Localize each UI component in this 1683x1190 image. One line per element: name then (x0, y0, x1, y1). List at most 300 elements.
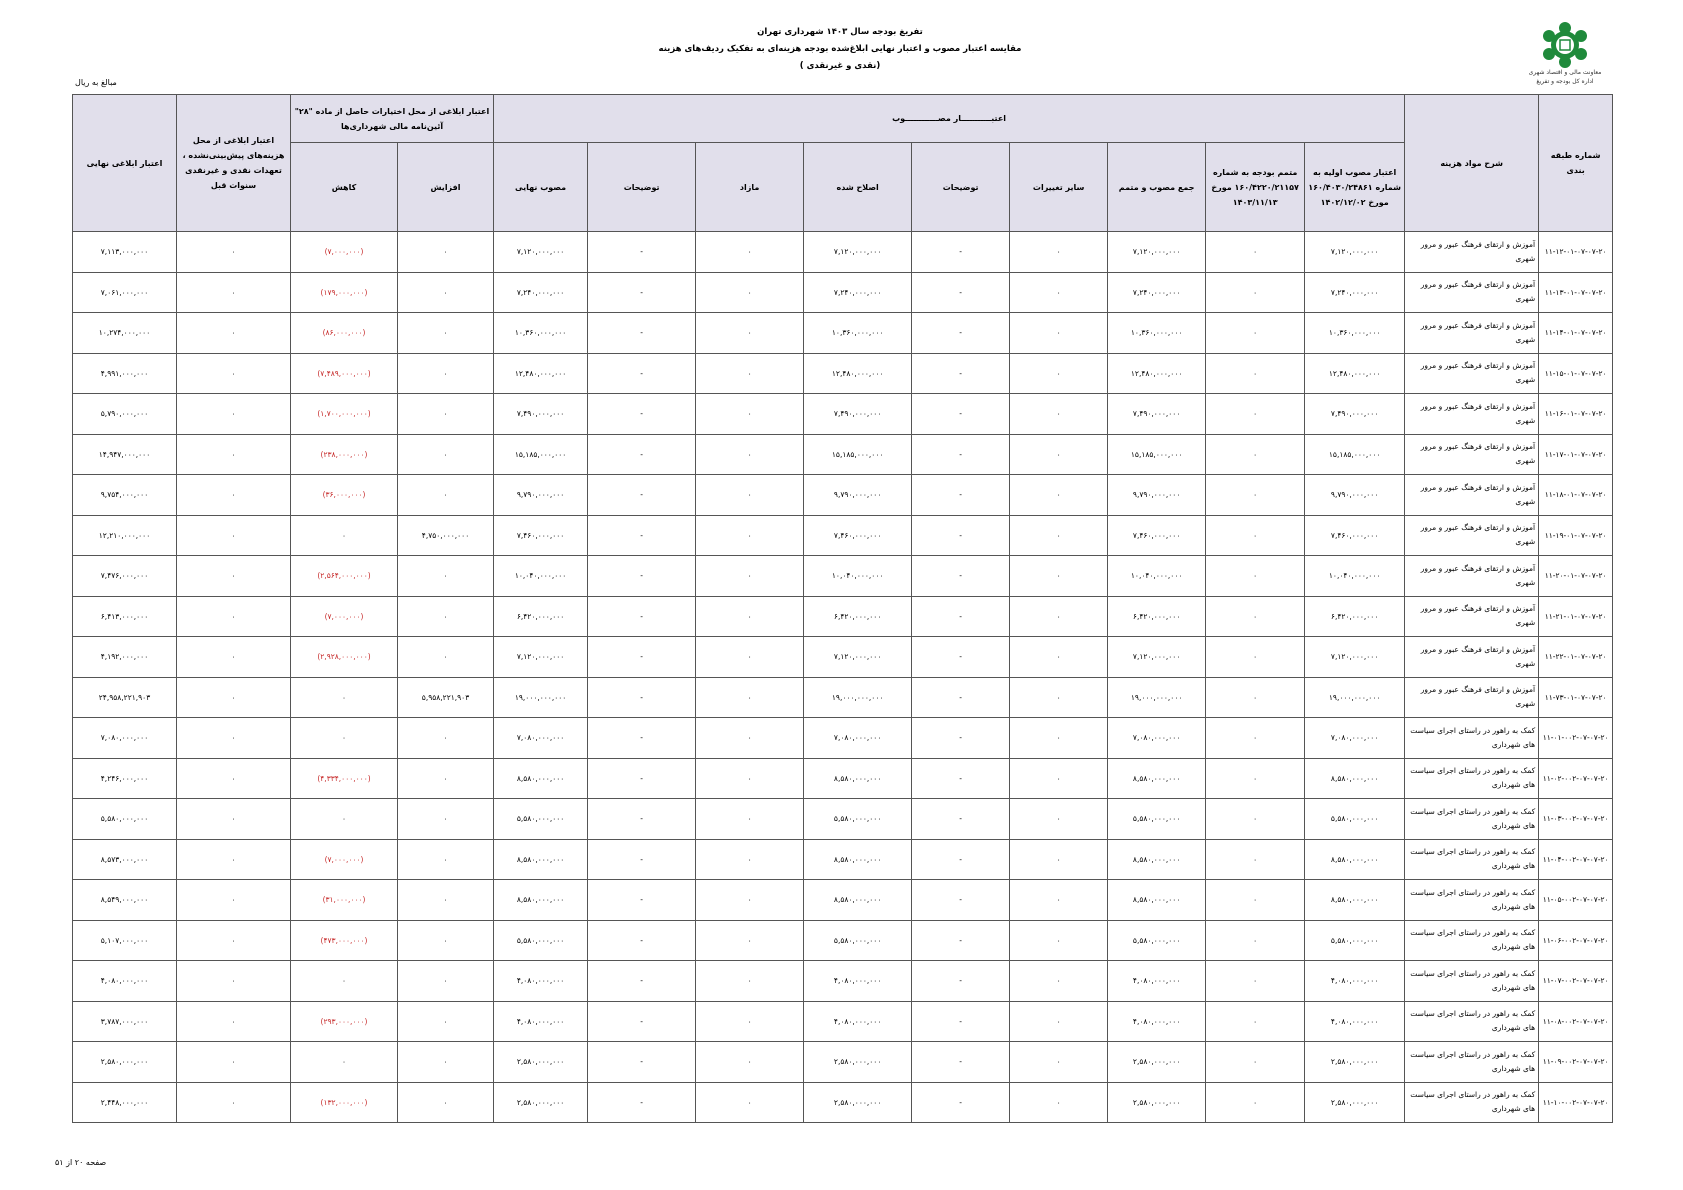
header-increase: افزایش (398, 143, 494, 232)
cell-code: ۱۱-۲۱-۰۱-۰۷-۰۷-۲۰ (1539, 596, 1613, 637)
table-row (73, 596, 1613, 637)
cell-other: ۰ (1010, 920, 1108, 961)
cell-increase: ۰ (398, 920, 494, 961)
cell-surplus: ۰ (696, 677, 804, 718)
cell-code: ۱۱-۰۴-۰۰۲-۰۷-۰۷-۲۰ (1539, 839, 1613, 880)
cell-total: ۹,۷۹۰,۰۰۰,۰۰۰ (1108, 475, 1206, 516)
cell-total: ۱۵,۱۸۵,۰۰۰,۰۰۰ (1108, 434, 1206, 475)
cell-initial: ۷,۱۲۰,۰۰۰,۰۰۰ (1305, 232, 1405, 273)
cell-increase: ۰ (398, 758, 494, 799)
cell-final: ۲,۵۸۰,۰۰۰,۰۰۰ (73, 1042, 177, 1083)
cell-supplement: ۰ (1206, 718, 1305, 759)
cell-decrease: (۱۷۹,۰۰۰,۰۰۰) (291, 272, 398, 313)
cell-decrease: ۰ (291, 1042, 398, 1083)
cell-other: ۰ (1010, 758, 1108, 799)
cell-revised: ۷,۴۹۰,۰۰۰,۰۰۰ (804, 394, 912, 435)
cell-desc: آموزش و ارتقای فرهنگ عبور و مرور شهری (1405, 677, 1539, 718)
table-row (73, 677, 1613, 718)
cell-initial: ۱۵,۱۸۵,۰۰۰,۰۰۰ (1305, 434, 1405, 475)
header-notes-2: توضیحات (588, 143, 696, 232)
table-row (73, 799, 1613, 840)
cell-unforeseen: ۰ (177, 556, 291, 597)
cell-initial: ۱۰,۰۴۰,۰۰۰,۰۰۰ (1305, 556, 1405, 597)
cell-desc: آموزش و ارتقای فرهنگ عبور و مرور شهری (1405, 596, 1539, 637)
cell-surplus: ۰ (696, 920, 804, 961)
cell-final: ۹,۷۵۴,۰۰۰,۰۰۰ (73, 475, 177, 516)
cell-supplement: ۰ (1206, 394, 1305, 435)
cell-notes2: - (588, 434, 696, 475)
cell-unforeseen: ۰ (177, 920, 291, 961)
cell-notes2: - (588, 920, 696, 961)
cell-notes1: - (912, 353, 1010, 394)
table-row (73, 839, 1613, 880)
cell-increase: ۰ (398, 232, 494, 273)
cell-desc: آموزش و ارتقای فرهنگ عبور و مرور شهری (1405, 313, 1539, 354)
cell-decrease: (۴۷۳,۰۰۰,۰۰۰) (291, 920, 398, 961)
cell-initial: ۵,۵۸۰,۰۰۰,۰۰۰ (1305, 799, 1405, 840)
cell-revised: ۱۰,۳۶۰,۰۰۰,۰۰۰ (804, 313, 912, 354)
cell-decrease: (۷,۰۰۰,۰۰۰) (291, 596, 398, 637)
cell-total: ۶,۴۲۰,۰۰۰,۰۰۰ (1108, 596, 1206, 637)
table-row (73, 1082, 1613, 1123)
cell-revised: ۱۹,۰۰۰,۰۰۰,۰۰۰ (804, 677, 912, 718)
cell-decrease: (۲,۵۶۴,۰۰۰,۰۰۰) (291, 556, 398, 597)
cell-code: ۱۱-۰۵-۰۰۲-۰۷-۰۷-۲۰ (1539, 880, 1613, 921)
cell-code: ۱۱-۰۱-۰۰۲-۰۷-۰۷-۲۰ (1539, 718, 1613, 759)
cell-revised: ۷,۱۲۰,۰۰۰,۰۰۰ (804, 637, 912, 678)
cell-unforeseen: ۰ (177, 839, 291, 880)
cell-final_approved: ۲,۵۸۰,۰۰۰,۰۰۰ (494, 1082, 588, 1123)
cell-unforeseen: ۰ (177, 1042, 291, 1083)
cell-desc: آموزش و ارتقای فرهنگ عبور و مرور شهری (1405, 353, 1539, 394)
cell-unforeseen: ۰ (177, 313, 291, 354)
cell-increase: ۰ (398, 434, 494, 475)
cell-total: ۵,۵۸۰,۰۰۰,۰۰۰ (1108, 799, 1206, 840)
cell-notes2: - (588, 758, 696, 799)
cell-code: ۱۱-۱۹-۰۱-۰۷-۰۷-۲۰ (1539, 515, 1613, 556)
cell-supplement: ۰ (1206, 961, 1305, 1002)
cell-final: ۴,۰۸۰,۰۰۰,۰۰۰ (73, 961, 177, 1002)
cell-revised: ۷,۲۴۰,۰۰۰,۰۰۰ (804, 272, 912, 313)
cell-supplement: ۰ (1206, 475, 1305, 516)
cell-notes2: - (588, 353, 696, 394)
cell-surplus: ۰ (696, 839, 804, 880)
cell-initial: ۸,۵۸۰,۰۰۰,۰۰۰ (1305, 758, 1405, 799)
cell-increase: ۰ (398, 839, 494, 880)
cell-total: ۲,۵۸۰,۰۰۰,۰۰۰ (1108, 1082, 1206, 1123)
report-title-block (560, 24, 1120, 75)
cell-surplus: ۰ (696, 799, 804, 840)
cell-total: ۱۲,۴۸۰,۰۰۰,۰۰۰ (1108, 353, 1206, 394)
cell-notes2: - (588, 1082, 696, 1123)
cell-other: ۰ (1010, 313, 1108, 354)
cell-supplement: ۰ (1206, 758, 1305, 799)
cell-desc: کمک به راهور در راستای اجرای سیاست های شهرداری (1405, 920, 1539, 961)
cell-surplus: ۰ (696, 515, 804, 556)
cell-code: ۱۱-۰۸-۰۰۲-۰۷-۰۷-۲۰ (1539, 1001, 1613, 1042)
cell-notes1: - (912, 1042, 1010, 1083)
cell-surplus: ۰ (696, 1082, 804, 1123)
cell-unforeseen: ۰ (177, 1082, 291, 1123)
cell-supplement: ۰ (1206, 1042, 1305, 1083)
cell-notes1: - (912, 1001, 1010, 1042)
cell-initial: ۷,۴۹۰,۰۰۰,۰۰۰ (1305, 394, 1405, 435)
cell-final_approved: ۱۵,۱۸۵,۰۰۰,۰۰۰ (494, 434, 588, 475)
cell-surplus: ۰ (696, 758, 804, 799)
cell-increase: ۰ (398, 272, 494, 313)
cell-desc: کمک به راهور در راستای اجرای سیاست های شهرداری (1405, 880, 1539, 921)
cell-final: ۵,۵۸۰,۰۰۰,۰۰۰ (73, 799, 177, 840)
cell-desc: کمک به راهور در راستای اجرای سیاست های شهرداری (1405, 758, 1539, 799)
cell-supplement: ۰ (1206, 272, 1305, 313)
cell-desc: کمک به راهور در راستای اجرای سیاست های شهرداری (1405, 1001, 1539, 1042)
cell-initial: ۲,۵۸۰,۰۰۰,۰۰۰ (1305, 1042, 1405, 1083)
cell-unforeseen: ۰ (177, 232, 291, 273)
table-body (73, 232, 1613, 1123)
cell-supplement: ۰ (1206, 596, 1305, 637)
cell-code: ۱۱-۱۰-۰۰۲-۰۷-۰۷-۲۰ (1539, 1082, 1613, 1123)
cell-supplement: ۰ (1206, 556, 1305, 597)
cell-code: ۱۱-۰۹-۰۰۲-۰۷-۰۷-۲۰ (1539, 1042, 1613, 1083)
cell-desc: آموزش و ارتقای فرهنگ عبور و مرور شهری (1405, 434, 1539, 475)
cell-notes1: - (912, 839, 1010, 880)
cell-initial: ۶,۴۲۰,۰۰۰,۰۰۰ (1305, 596, 1405, 637)
header-description: شرح مواد هزینه (1405, 95, 1539, 232)
cell-desc: آموزش و ارتقای فرهنگ عبور و مرور شهری (1405, 272, 1539, 313)
cell-final_approved: ۷,۱۲۰,۰۰۰,۰۰۰ (494, 232, 588, 273)
cell-increase: ۰ (398, 1042, 494, 1083)
cell-notes1: - (912, 677, 1010, 718)
cell-revised: ۷,۴۶۰,۰۰۰,۰۰۰ (804, 515, 912, 556)
cell-unforeseen: ۰ (177, 961, 291, 1002)
cell-surplus: ۰ (696, 394, 804, 435)
cell-other: ۰ (1010, 272, 1108, 313)
cell-other: ۰ (1010, 556, 1108, 597)
cell-desc: آموزش و ارتقای فرهنگ عبور و مرور شهری (1405, 637, 1539, 678)
cell-notes1: - (912, 1082, 1010, 1123)
cell-other: ۰ (1010, 596, 1108, 637)
table-row (73, 1001, 1613, 1042)
cell-final: ۱۴,۹۴۷,۰۰۰,۰۰۰ (73, 434, 177, 475)
cell-surplus: ۰ (696, 1001, 804, 1042)
cell-increase: ۰ (398, 718, 494, 759)
cell-notes1: - (912, 475, 1010, 516)
cell-code: ۱۱-۷۳-۰۱-۰۷-۰۷-۲۰ (1539, 677, 1613, 718)
cell-supplement: ۰ (1206, 434, 1305, 475)
header-approved-group: اعتبـــــــــــار مصــــــــــــوب (494, 95, 1405, 143)
cell-notes2: - (588, 718, 696, 759)
cell-unforeseen: ۰ (177, 677, 291, 718)
cell-notes2: - (588, 637, 696, 678)
cell-notes1: - (912, 313, 1010, 354)
cell-other: ۰ (1010, 475, 1108, 516)
cell-notes2: - (588, 1001, 696, 1042)
cell-total: ۷,۴۶۰,۰۰۰,۰۰۰ (1108, 515, 1206, 556)
cell-final_approved: ۱۹,۰۰۰,۰۰۰,۰۰۰ (494, 677, 588, 718)
cell-final_approved: ۲,۵۸۰,۰۰۰,۰۰۰ (494, 1042, 588, 1083)
cell-unforeseen: ۰ (177, 799, 291, 840)
cell-notes2: - (588, 394, 696, 435)
cell-total: ۸,۵۸۰,۰۰۰,۰۰۰ (1108, 758, 1206, 799)
cell-final_approved: ۸,۵۸۰,۰۰۰,۰۰۰ (494, 758, 588, 799)
cell-final_approved: ۷,۰۸۰,۰۰۰,۰۰۰ (494, 718, 588, 759)
cell-total: ۱۹,۰۰۰,۰۰۰,۰۰۰ (1108, 677, 1206, 718)
cell-revised: ۸,۵۸۰,۰۰۰,۰۰۰ (804, 758, 912, 799)
cell-revised: ۵,۵۸۰,۰۰۰,۰۰۰ (804, 920, 912, 961)
cell-final: ۱۰,۲۷۴,۰۰۰,۰۰۰ (73, 313, 177, 354)
header-supplement: متمم بودجه به شماره ۱۶۰/۴۲۲۰/۲۱۱۵۷ مورخ ۱۴۰۳/۱۱/۱۳ (1206, 143, 1305, 232)
cell-desc: کمک به راهور در راستای اجرای سیاست های شهرداری (1405, 1082, 1539, 1123)
cell-desc: کمک به راهور در راستای اجرای سیاست های شهرداری (1405, 839, 1539, 880)
table-row (73, 313, 1613, 354)
cell-increase: ۰ (398, 394, 494, 435)
cell-final: ۱۲,۲۱۰,۰۰۰,۰۰۰ (73, 515, 177, 556)
cell-final_approved: ۷,۴۶۰,۰۰۰,۰۰۰ (494, 515, 588, 556)
table-row (73, 758, 1613, 799)
cell-unforeseen: ۰ (177, 637, 291, 678)
cell-surplus: ۰ (696, 353, 804, 394)
cell-unforeseen: ۰ (177, 394, 291, 435)
cell-desc: آموزش و ارتقای فرهنگ عبور و مرور شهری (1405, 232, 1539, 273)
cell-decrease: ۰ (291, 961, 398, 1002)
cell-notes2: - (588, 272, 696, 313)
header-final-approved: مصوب نهایی (494, 143, 588, 232)
header-surplus: مازاد (696, 143, 804, 232)
cell-other: ۰ (1010, 718, 1108, 759)
cell-supplement: ۰ (1206, 1001, 1305, 1042)
cell-other: ۰ (1010, 353, 1108, 394)
cell-final: ۳,۷۸۷,۰۰۰,۰۰۰ (73, 1001, 177, 1042)
cell-initial: ۴,۰۸۰,۰۰۰,۰۰۰ (1305, 1001, 1405, 1042)
cell-notes1: - (912, 961, 1010, 1002)
cell-other: ۰ (1010, 677, 1108, 718)
cell-final: ۷,۴۷۶,۰۰۰,۰۰۰ (73, 556, 177, 597)
cell-notes2: - (588, 515, 696, 556)
cell-unforeseen: ۰ (177, 353, 291, 394)
cell-notes2: - (588, 1042, 696, 1083)
cell-desc: کمک به راهور در راستای اجرای سیاست های شهرداری (1405, 799, 1539, 840)
cell-initial: ۷,۱۲۰,۰۰۰,۰۰۰ (1305, 637, 1405, 678)
cell-desc: کمک به راهور در راستای اجرای سیاست های شهرداری (1405, 718, 1539, 759)
cell-code: ۱۱-۱۴-۰۱-۰۷-۰۷-۲۰ (1539, 313, 1613, 354)
cell-surplus: ۰ (696, 718, 804, 759)
cell-initial: ۸,۵۸۰,۰۰۰,۰۰۰ (1305, 880, 1405, 921)
cell-decrease: (۷,۴۸۹,۰۰۰,۰۰۰) (291, 353, 398, 394)
cell-unforeseen: ۰ (177, 1001, 291, 1042)
cell-total: ۱۰,۳۶۰,۰۰۰,۰۰۰ (1108, 313, 1206, 354)
cell-revised: ۹,۷۹۰,۰۰۰,۰۰۰ (804, 475, 912, 516)
cell-decrease: ۰ (291, 799, 398, 840)
cell-final_approved: ۱۰,۰۴۰,۰۰۰,۰۰۰ (494, 556, 588, 597)
cell-increase: ۴,۷۵۰,۰۰۰,۰۰۰ (398, 515, 494, 556)
municipality-logo (1510, 22, 1620, 92)
cell-desc: آموزش و ارتقای فرهنگ عبور و مرور شهری (1405, 475, 1539, 516)
cell-final_approved: ۴,۰۸۰,۰۰۰,۰۰۰ (494, 961, 588, 1002)
cell-increase: ۰ (398, 313, 494, 354)
cell-code: ۱۱-۱۳-۰۱-۰۷-۰۷-۲۰ (1539, 272, 1613, 313)
cell-notes2: - (588, 799, 696, 840)
cell-final: ۲,۴۴۸,۰۰۰,۰۰۰ (73, 1082, 177, 1123)
cell-total: ۵,۵۸۰,۰۰۰,۰۰۰ (1108, 920, 1206, 961)
cell-decrease: ۰ (291, 718, 398, 759)
cell-final_approved: ۴,۰۸۰,۰۰۰,۰۰۰ (494, 1001, 588, 1042)
table-row (73, 961, 1613, 1002)
cell-final_approved: ۷,۴۹۰,۰۰۰,۰۰۰ (494, 394, 588, 435)
cell-decrease: (۸۶,۰۰۰,۰۰۰) (291, 313, 398, 354)
table-row (73, 1042, 1613, 1083)
cell-other: ۰ (1010, 637, 1108, 678)
cell-decrease: ۰ (291, 677, 398, 718)
cell-code: ۱۱-۱۲-۰۱-۰۷-۰۷-۲۰ (1539, 232, 1613, 273)
cell-surplus: ۰ (696, 1042, 804, 1083)
cell-decrease: (۴,۳۳۴,۰۰۰,۰۰۰) (291, 758, 398, 799)
cell-final_approved: ۱۲,۴۸۰,۰۰۰,۰۰۰ (494, 353, 588, 394)
cell-increase: ۰ (398, 961, 494, 1002)
cell-code: ۱۱-۲۰-۰۱-۰۷-۰۷-۲۰ (1539, 556, 1613, 597)
report-subtitle-note: (نقدی و غیرنقدی ) (799, 61, 881, 71)
cell-increase: ۰ (398, 799, 494, 840)
cell-other: ۰ (1010, 880, 1108, 921)
cell-code: ۱۱-۰۳-۰۰۲-۰۷-۰۷-۲۰ (1539, 799, 1613, 840)
cell-notes1: - (912, 718, 1010, 759)
budget-table (72, 94, 1613, 1123)
logo-caption-1: معاونت مالی و اقتصاد شهری (1528, 69, 1602, 76)
cell-supplement: ۰ (1206, 799, 1305, 840)
cell-initial: ۵,۵۸۰,۰۰۰,۰۰۰ (1305, 920, 1405, 961)
cell-notes1: - (912, 596, 1010, 637)
header-code: شماره طبقه بندی (1539, 95, 1613, 232)
cell-total: ۷,۲۴۰,۰۰۰,۰۰۰ (1108, 272, 1206, 313)
cell-revised: ۲,۵۸۰,۰۰۰,۰۰۰ (804, 1082, 912, 1123)
cell-final_approved: ۷,۲۴۰,۰۰۰,۰۰۰ (494, 272, 588, 313)
cell-final: ۲۴,۹۵۸,۲۲۱,۹۰۳ (73, 677, 177, 718)
cell-unforeseen: ۰ (177, 718, 291, 759)
table-row (73, 353, 1613, 394)
cell-code: ۱۱-۰۲-۰۰۲-۰۷-۰۷-۲۰ (1539, 758, 1613, 799)
header-total: جمع مصوب و متمم (1108, 143, 1206, 232)
cell-final_approved: ۵,۵۸۰,۰۰۰,۰۰۰ (494, 799, 588, 840)
cell-desc: آموزش و ارتقای فرهنگ عبور و مرور شهری (1405, 556, 1539, 597)
cell-supplement: ۰ (1206, 1082, 1305, 1123)
cell-surplus: ۰ (696, 880, 804, 921)
cell-surplus: ۰ (696, 596, 804, 637)
cell-notes2: - (588, 880, 696, 921)
cell-surplus: ۰ (696, 556, 804, 597)
cell-revised: ۶,۴۲۰,۰۰۰,۰۰۰ (804, 596, 912, 637)
cell-code: ۱۱-۱۸-۰۱-۰۷-۰۷-۲۰ (1539, 475, 1613, 516)
cell-notes2: - (588, 677, 696, 718)
cell-final: ۷,۰۸۰,۰۰۰,۰۰۰ (73, 718, 177, 759)
cell-surplus: ۰ (696, 961, 804, 1002)
cell-total: ۸,۵۸۰,۰۰۰,۰۰۰ (1108, 880, 1206, 921)
cell-revised: ۱۵,۱۸۵,۰۰۰,۰۰۰ (804, 434, 912, 475)
cell-initial: ۲,۵۸۰,۰۰۰,۰۰۰ (1305, 1082, 1405, 1123)
cell-code: ۱۱-۰۷-۰۰۲-۰۷-۰۷-۲۰ (1539, 961, 1613, 1002)
cell-supplement: ۰ (1206, 313, 1305, 354)
cell-final: ۴,۱۹۲,۰۰۰,۰۰۰ (73, 637, 177, 678)
cell-final: ۵,۷۹۰,۰۰۰,۰۰۰ (73, 394, 177, 435)
cell-surplus: ۰ (696, 232, 804, 273)
cell-revised: ۸,۵۸۰,۰۰۰,۰۰۰ (804, 880, 912, 921)
cell-revised: ۴,۰۸۰,۰۰۰,۰۰۰ (804, 961, 912, 1002)
header-initial: اعتبار مصوب اولیه به شماره ۱۶۰/۴۰۳۰/۲۴۸۶۱ مورخ ۱۴۰۲/۱۲/۰۲ (1305, 143, 1405, 232)
cell-initial: ۷,۴۶۰,۰۰۰,۰۰۰ (1305, 515, 1405, 556)
cell-decrease: (۷,۰۰۰,۰۰۰) (291, 232, 398, 273)
cell-notes1: - (912, 556, 1010, 597)
cell-total: ۴,۰۸۰,۰۰۰,۰۰۰ (1108, 961, 1206, 1002)
cell-surplus: ۰ (696, 313, 804, 354)
cell-unforeseen: ۰ (177, 880, 291, 921)
cell-notes1: - (912, 799, 1010, 840)
cell-increase: ۰ (398, 353, 494, 394)
cell-increase: ۰ (398, 556, 494, 597)
page-number: صفحه ۲۰ از ۵۱ (55, 1158, 107, 1167)
cell-code: ۱۱-۲۲-۰۱-۰۷-۰۷-۲۰ (1539, 637, 1613, 678)
cell-revised: ۵,۵۸۰,۰۰۰,۰۰۰ (804, 799, 912, 840)
cell-increase: ۰ (398, 1082, 494, 1123)
table-row (73, 637, 1613, 678)
table-row (73, 232, 1613, 273)
cell-increase: ۰ (398, 596, 494, 637)
cell-decrease: (۲۳۸,۰۰۰,۰۰۰) (291, 434, 398, 475)
table-row (73, 434, 1613, 475)
cell-supplement: ۰ (1206, 920, 1305, 961)
cell-notes2: - (588, 839, 696, 880)
cell-final: ۴,۲۴۶,۰۰۰,۰۰۰ (73, 758, 177, 799)
cell-total: ۱۰,۰۴۰,۰۰۰,۰۰۰ (1108, 556, 1206, 597)
cell-unforeseen: ۰ (177, 758, 291, 799)
cell-final_approved: ۹,۷۹۰,۰۰۰,۰۰۰ (494, 475, 588, 516)
table-row (73, 272, 1613, 313)
cell-notes1: - (912, 920, 1010, 961)
header-revised: اصلاح شده (804, 143, 912, 232)
cell-final: ۴,۹۹۱,۰۰۰,۰۰۰ (73, 353, 177, 394)
cell-total: ۷,۱۲۰,۰۰۰,۰۰۰ (1108, 232, 1206, 273)
cell-total: ۷,۱۲۰,۰۰۰,۰۰۰ (1108, 637, 1206, 678)
cell-notes1: - (912, 637, 1010, 678)
cell-notes2: - (588, 556, 696, 597)
currency-unit-note: مبالغ به ریال (75, 78, 117, 87)
cell-decrease: (۲,۹۲۸,۰۰۰,۰۰۰) (291, 637, 398, 678)
cell-final_approved: ۶,۴۲۰,۰۰۰,۰۰۰ (494, 596, 588, 637)
cell-notes2: - (588, 313, 696, 354)
cell-initial: ۹,۷۹۰,۰۰۰,۰۰۰ (1305, 475, 1405, 516)
cell-other: ۰ (1010, 232, 1108, 273)
cell-notes2: - (588, 596, 696, 637)
cell-increase: ۰ (398, 1001, 494, 1042)
header-final: اعتبار ابلاغی نهایی (73, 95, 177, 232)
cell-final: ۸,۵۷۳,۰۰۰,۰۰۰ (73, 839, 177, 880)
cell-unforeseen: ۰ (177, 475, 291, 516)
cell-increase: ۰ (398, 637, 494, 678)
cell-other: ۰ (1010, 839, 1108, 880)
cell-supplement: ۰ (1206, 232, 1305, 273)
cell-notes1: - (912, 394, 1010, 435)
table-row (73, 394, 1613, 435)
cell-code: ۱۱-۱۵-۰۱-۰۷-۰۷-۲۰ (1539, 353, 1613, 394)
cell-increase: ۵,۹۵۸,۲۲۱,۹۰۳ (398, 677, 494, 718)
header-decrease: کاهش (291, 143, 398, 232)
cell-decrease: (۲۹۳,۰۰۰,۰۰۰) (291, 1001, 398, 1042)
cell-decrease: (۷,۰۰۰,۰۰۰) (291, 839, 398, 880)
cell-notes2: - (588, 232, 696, 273)
cell-increase: ۰ (398, 880, 494, 921)
cell-supplement: ۰ (1206, 515, 1305, 556)
cell-other: ۰ (1010, 515, 1108, 556)
cell-initial: ۱۹,۰۰۰,۰۰۰,۰۰۰ (1305, 677, 1405, 718)
cell-desc: کمک به راهور در راستای اجرای سیاست های شهرداری (1405, 1042, 1539, 1083)
cell-notes1: - (912, 880, 1010, 921)
